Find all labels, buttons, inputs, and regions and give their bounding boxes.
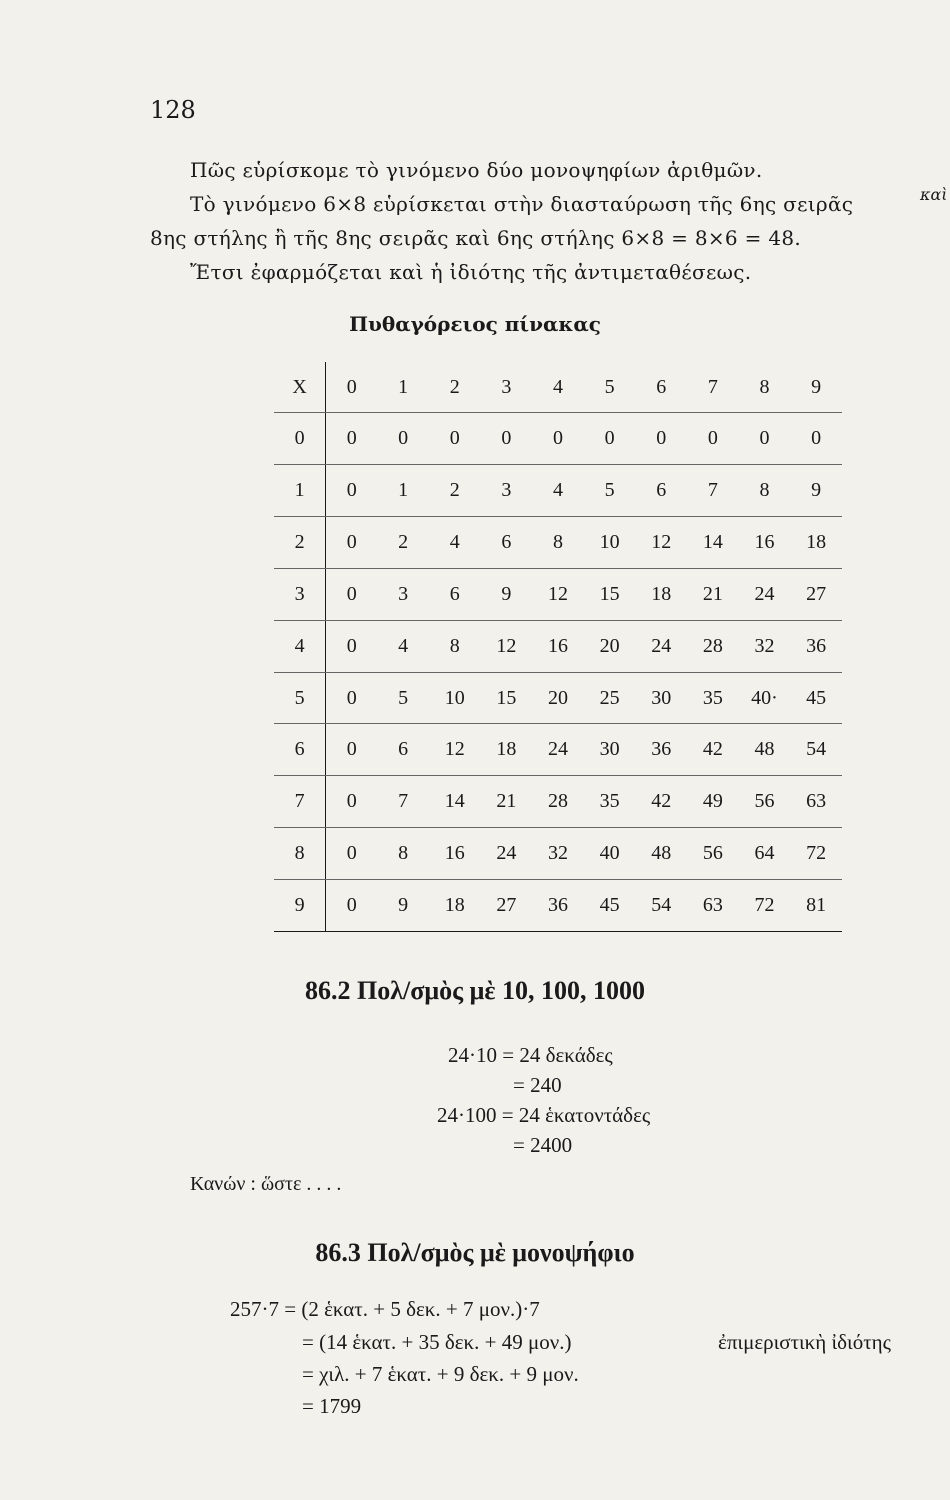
table-cell: 0 — [326, 776, 378, 828]
table-cell: 12 — [481, 620, 533, 672]
table-cell: 15 — [584, 568, 636, 620]
table-cell: 0 — [687, 413, 739, 465]
table-cell: 24 — [532, 724, 584, 776]
table-cell: 42 — [687, 724, 739, 776]
table-row — [274, 776, 842, 828]
table-cell: 6 — [481, 517, 533, 569]
table-cell: 12 — [429, 724, 481, 776]
table-cell: 0 — [326, 568, 378, 620]
table-cell: 18 — [790, 517, 842, 569]
section-86-2-title: 86.2 Πολ/σμὸς μὲ 10, 100, 1000 — [305, 976, 645, 1005]
table-cell: 6 — [377, 724, 429, 776]
table-cell: 1 — [274, 465, 326, 517]
table-cell: 7 — [687, 465, 739, 517]
table-cell: 72 — [739, 880, 791, 932]
table-row — [274, 880, 842, 932]
table-cell: 16 — [429, 828, 481, 880]
table-cell: 28 — [532, 776, 584, 828]
calc-863-line-2: = (14 ἑκατ. + 35 δεκ. + 49 μον.) — [302, 1330, 572, 1354]
table-cell: 16 — [739, 517, 791, 569]
table-cell: 24 — [481, 828, 533, 880]
table-cell: 42 — [635, 776, 687, 828]
table-header-cell: 4 — [532, 362, 584, 413]
table-cell: 35 — [584, 776, 636, 828]
table-cell: 0 — [326, 672, 378, 724]
table-cell: 32 — [739, 620, 791, 672]
table-cell: 7 — [274, 776, 326, 828]
table-cell: 28 — [687, 620, 739, 672]
table-cell: 5 — [377, 672, 429, 724]
intro-line-2-end: καὶ — [920, 185, 948, 204]
table-row — [274, 672, 842, 724]
table-cell: 36 — [790, 620, 842, 672]
table-cell: 64 — [739, 828, 791, 880]
table-cell: 0 — [326, 517, 378, 569]
table-header-cell: 1 — [377, 362, 429, 413]
table-cell: 3 — [274, 568, 326, 620]
table-cell: 0 — [326, 828, 378, 880]
table-cell: 8 — [429, 620, 481, 672]
table-cell: 6 — [274, 724, 326, 776]
calc-863-line-1: 257·7 = (2 ἑκατ. + 5 δεκ. + 7 μον.)·7 — [230, 1297, 540, 1321]
table-cell: 25 — [584, 672, 636, 724]
table-cell: 56 — [687, 828, 739, 880]
table-cell: 21 — [481, 776, 533, 828]
section-86-3-title: 86.3 Πολ/σμὸς μὲ μονοψήφιο — [315, 1238, 635, 1267]
table-header-cell: 2 — [429, 362, 481, 413]
table-cell: 32 — [532, 828, 584, 880]
table-cell: 2 — [429, 465, 481, 517]
table-cell: 18 — [481, 724, 533, 776]
table-cell: 2 — [377, 517, 429, 569]
table-cell: 10 — [429, 672, 481, 724]
calc-862-line-3: 24·100 = 24 ἑκατοντάδες — [437, 1103, 651, 1127]
table-cell: 56 — [739, 776, 791, 828]
table-cell: 24 — [739, 568, 791, 620]
table-cell: 27 — [790, 568, 842, 620]
table-cell: 9 — [274, 880, 326, 932]
table-header-cell: X — [274, 362, 326, 413]
table-cell: 3 — [377, 568, 429, 620]
table-cell: 0 — [584, 413, 636, 465]
table-cell: 20 — [584, 620, 636, 672]
calc-862-line-2: = 240 — [513, 1073, 562, 1097]
table-cell: 12 — [635, 517, 687, 569]
table-row — [274, 724, 842, 776]
intro-line-2: Τὸ γινόμενο 6×8 εὑρίσκεται στὴν διασταύρωση τῆς 6ης σειρᾶς — [190, 192, 854, 216]
table-cell: 0 — [326, 413, 378, 465]
table-cell: 54 — [635, 880, 687, 932]
table-header-cell: 9 — [790, 362, 842, 413]
intro-line-4: Ἔτσι ἐφαρμόζεται καὶ ἡ ἰδιότης τῆς ἀντιμεταθέσεως. — [190, 260, 752, 284]
table-row — [274, 828, 842, 880]
table-cell: 1 — [377, 465, 429, 517]
table-cell: 0 — [274, 413, 326, 465]
table-cell: 6 — [635, 465, 687, 517]
table-cell: 0 — [429, 413, 481, 465]
calc-863-line-4: = 1799 — [302, 1394, 362, 1418]
table-cell: 9 — [790, 465, 842, 517]
calc-863-line-3: = χιλ. + 7 ἑκατ. + 9 δεκ. + 9 μον. — [302, 1362, 579, 1386]
table-cell: 4 — [532, 465, 584, 517]
table-row — [274, 568, 842, 620]
table-header-cell: 8 — [739, 362, 791, 413]
table-cell: 72 — [790, 828, 842, 880]
table-cell: 27 — [481, 880, 533, 932]
table-row — [274, 413, 842, 465]
table-cell: 49 — [687, 776, 739, 828]
table-header-row — [274, 362, 842, 413]
table-header-cell: 6 — [635, 362, 687, 413]
table-header-cell: 3 — [481, 362, 533, 413]
table-cell: 4 — [377, 620, 429, 672]
table-cell: 0 — [790, 413, 842, 465]
table-cell: 0 — [635, 413, 687, 465]
table-cell: 6 — [429, 568, 481, 620]
table-cell: 45 — [584, 880, 636, 932]
table-header-cell: 0 — [326, 362, 378, 413]
table-cell: 8 — [274, 828, 326, 880]
table-cell: 0 — [481, 413, 533, 465]
table-title: Πυθαγόρειος πίνακας — [349, 312, 601, 336]
page-number: 128 — [150, 96, 196, 124]
table-cell: 0 — [739, 413, 791, 465]
table-cell: 16 — [532, 620, 584, 672]
table-cell: 0 — [326, 620, 378, 672]
table-cell: 18 — [635, 568, 687, 620]
table-cell: 4 — [274, 620, 326, 672]
intro-line-3: 8ης στήλης ἢ τῆς 8ης σειρᾶς καὶ 6ης στήλης 6×8 = 8×6 = 48. — [150, 226, 802, 250]
table-cell: 48 — [739, 724, 791, 776]
table-cell: 54 — [790, 724, 842, 776]
table-cell: 14 — [429, 776, 481, 828]
table-cell: 63 — [790, 776, 842, 828]
table-cell: 8 — [532, 517, 584, 569]
table-cell: 4 — [429, 517, 481, 569]
table-cell: 40 — [584, 828, 636, 880]
table-cell: 24 — [635, 620, 687, 672]
table-cell: 14 — [687, 517, 739, 569]
table-cell: 36 — [532, 880, 584, 932]
table-cell: 21 — [687, 568, 739, 620]
table-cell: 12 — [532, 568, 584, 620]
table-cell: 0 — [326, 880, 378, 932]
table-cell: 81 — [790, 880, 842, 932]
table-cell: 20 — [532, 672, 584, 724]
table-cell: 2 — [274, 517, 326, 569]
table-row — [274, 465, 842, 517]
table-cell: 0 — [377, 413, 429, 465]
table-header-cell: 5 — [584, 362, 636, 413]
table-cell: 15 — [481, 672, 533, 724]
table-cell: 7 — [377, 776, 429, 828]
table-cell: 40· — [739, 672, 791, 724]
intro-line-1: Πῶς εὑρίσκομε τὸ γινόμενο δύο μονοψηφίων ἀριθμῶν. — [190, 158, 763, 182]
table-cell: 10 — [584, 517, 636, 569]
table-row — [274, 517, 842, 569]
table-cell: 45 — [790, 672, 842, 724]
table-cell: 0 — [326, 724, 378, 776]
table-cell: 5 — [274, 672, 326, 724]
table-cell: 48 — [635, 828, 687, 880]
table-cell: 30 — [584, 724, 636, 776]
table-cell: 8 — [739, 465, 791, 517]
table-cell: 18 — [429, 880, 481, 932]
table-row — [274, 620, 842, 672]
table-cell: 0 — [532, 413, 584, 465]
calc-862-line-4: = 2400 — [513, 1133, 573, 1157]
calc-862-line-1: 24·10 = 24 δεκάδες — [448, 1043, 613, 1067]
table-cell: 9 — [377, 880, 429, 932]
table-header-cell: 7 — [687, 362, 739, 413]
rule-line: Κανών : ὥστε . . . . — [190, 1173, 342, 1195]
table-cell: 30 — [635, 672, 687, 724]
table-cell: 36 — [635, 724, 687, 776]
table-cell: 63 — [687, 880, 739, 932]
table-cell: 8 — [377, 828, 429, 880]
pythagorean-table — [274, 362, 842, 932]
table-cell: 5 — [584, 465, 636, 517]
calc-863-note: ἐπιμεριστικὴ ἰδιότης — [718, 1330, 891, 1354]
table-cell: 3 — [481, 465, 533, 517]
table-cell: 0 — [326, 465, 378, 517]
table-cell: 35 — [687, 672, 739, 724]
table-cell: 9 — [481, 568, 533, 620]
